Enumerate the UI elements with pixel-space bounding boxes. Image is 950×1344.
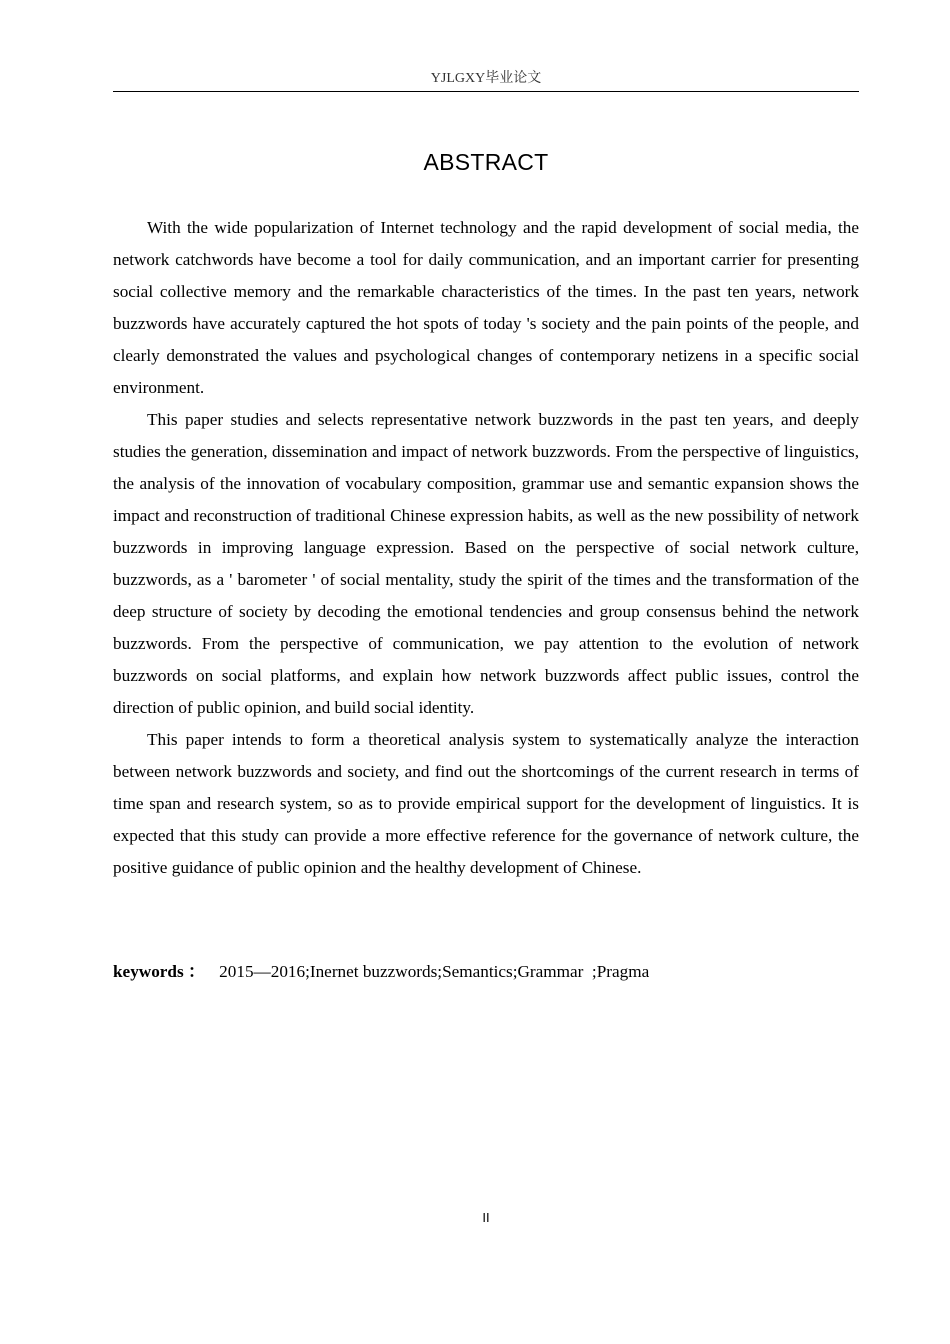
keywords-label: keywords ： [113,962,206,981]
abstract-paragraph-3: This paper intends to form a theoretical analysis system to systematically analyze the interaction between network buzzwords and society, and find out the shortcomings of the current research in terms of time span and research system, so as to provide empirical support for the development of linguistics. It is expected that this study can provide a more effective reference for the governance of network culture, the positive guidance of public opinion and the healthy development of Chinese. [113,730,859,877]
keywords-line [113,957,859,987]
keywords-text: 2015—2016;Inernet buzzwords;Semantics;Grammar ;Pragma [219,962,650,981]
abstract-title: ABSTRACT [423,149,549,175]
running-header [113,70,859,92]
abstract-paragraph-2: This paper studies and selects representative network buzzwords in the past ten years, and deeply studies the generation, dissemination and impact of network buzzwords. From the perspective of linguistics, the analysis of the innovation of vocabulary composition, grammar use and semantic expansion shows the impact and reconstruction of traditional Chinese expression habits, as well as the new possibility of network buzzwords in improving language expression. Based on the perspective of social network culture, buzzwords, as a ' barometer ' of social mentality, study the spirit of the times and the transformation of the deep structure of society by decoding the emotional tendencies and group consensus behind the network buzzwords. From the perspective of communication, we pay attention to the evolution of network buzzwords on social platforms, and explain how network buzzwords affect public issues, control the direction of public opinion, and build social identity. [113,410,859,717]
abstract-paragraph-1: With the wide popularization of Internet technology and the rapid development of social media, the network catchwords have become a tool for daily communication, and an important carrier for presenting social collective memory and the remarkable characteristics of the times. In the past ten years, network buzzwords have accurately captured the hot spots of today 's society and the pain points of the people, and clearly demonstrated the values and psychological changes of contemporary netizens in a specific social environment. [113,218,859,397]
page-number: II [482,1210,490,1225]
abstract-body [113,212,859,884]
running-title: YJLGXY毕业论文 [430,71,542,86]
